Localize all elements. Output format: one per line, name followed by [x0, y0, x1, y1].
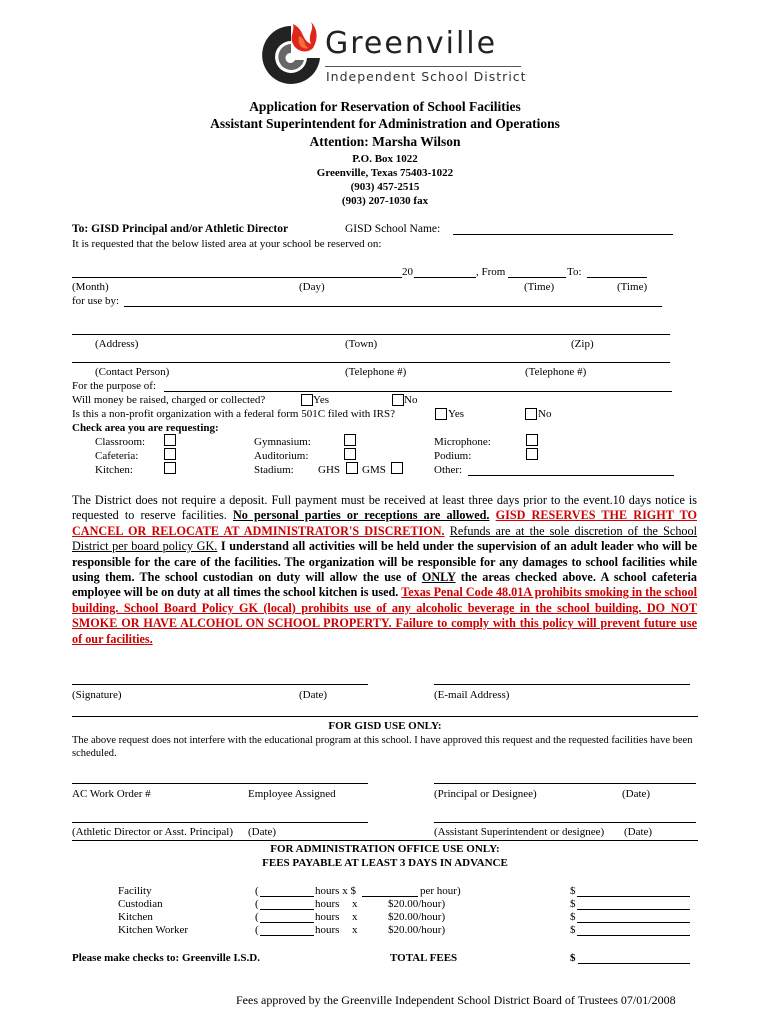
nonprofit-no-label: No	[538, 408, 552, 420]
fee-total-facility-dollar: $	[570, 885, 576, 897]
for-use-by-field[interactable]	[124, 306, 662, 307]
year-field[interactable]	[414, 277, 476, 278]
fee-total-kitchen-dollar: $	[570, 911, 576, 923]
auditorium-label: Auditorium:	[254, 450, 309, 462]
fee-paren-1: (	[255, 885, 259, 897]
other-label: Other:	[434, 464, 463, 476]
contact-label: (Contact Person)	[95, 366, 170, 378]
nonprofit-question: Is this a non-profit organization with a federal form 501C filed with IRS?	[72, 408, 396, 420]
fee-kitchen-worker-rate: $20.00/hour)	[388, 924, 446, 936]
fee-kitchen-worker-hours: hours	[315, 924, 340, 936]
notice-intro: The District does not require a deposit. Full payment must be received at least three days prior to the event.10 days notice is requested to reserve facilities.	[72, 493, 697, 523]
auditorium-checkbox[interactable]	[344, 448, 356, 460]
microphone-checkbox[interactable]	[526, 434, 538, 446]
total-fees-label: TOTAL FEES	[390, 952, 458, 964]
asst-superintendent-label: (Assistant Superintendent or designee)	[434, 826, 605, 838]
fee-row-facility-label: Facility	[118, 885, 152, 897]
notice-smoking-alcohol: Texas Penal Code 48.01A prohibits smoking in the school building. School Board Policy GK (local) prohibits use of any alcoholic beverage in the school building. DO NOT SMOKE OR HAVE ALCOHOL ON SCHOOL PROPERTY. Failure to comply with this policy will prevent future use of our facilities.	[72, 585, 697, 646]
gymnasium-label: Gymnasium:	[254, 436, 311, 448]
fee-kitchen-worker-x: x	[352, 924, 358, 936]
asst-superintendent-date-label: (Date)	[624, 826, 653, 838]
fee-total-custodian-dollar: $	[570, 898, 576, 910]
fees-payable-heading: FEES PAYABLE AT LEAST 3 DAYS IN ADVANCE	[262, 857, 508, 869]
ac-work-order-field[interactable]	[72, 783, 368, 784]
town-label: (Town)	[345, 338, 378, 350]
athletic-director-label: (Athletic Director or Asst. Principal)	[72, 826, 233, 838]
purpose-label: For the purpose of:	[72, 380, 157, 392]
classroom-label: Classroom:	[95, 436, 146, 448]
money-no-checkbox[interactable]	[392, 394, 404, 406]
fee-row-kitchen-worker-label: Kitchen Worker	[118, 924, 189, 936]
form-title: Application for Reservation of School Facilities	[249, 99, 521, 114]
custodian-hours-field[interactable]	[260, 909, 314, 910]
notice-supervision: I understand all activities will be held under the supervision of an adult leader who will be responsible for the care of the facilities. The organization will be responsible for any damages to school facilities while using them. The school custodian on duty will allow the use of	[72, 539, 698, 585]
checks-payable-note: Please make checks to: Greenville I.S.D.	[72, 952, 260, 964]
fee-custodian-x: x	[352, 898, 358, 910]
podium-label: Podium:	[434, 450, 472, 462]
gisd-use-heading: FOR GISD USE ONLY:	[328, 720, 442, 732]
employee-assigned-label: Employee Assigned	[248, 788, 336, 800]
other-field[interactable]	[468, 475, 674, 476]
notice-refunds: Refunds are at the sole discretion of the School District per board policy GK.	[72, 523, 697, 554]
kitchen-checkbox[interactable]	[164, 462, 176, 474]
check-area-label: Check area you are requesting:	[72, 422, 219, 434]
district-logo-icon	[255, 20, 327, 90]
school-name-field[interactable]	[453, 234, 673, 235]
fee-kitchen-hours: hours	[315, 911, 340, 923]
total-fees-dollar: $	[570, 952, 576, 964]
from-label: , From	[476, 266, 506, 278]
principal-label: (Principal or Designee)	[434, 788, 537, 800]
classroom-checkbox[interactable]	[164, 434, 176, 446]
fee-paren-4: (	[255, 924, 259, 936]
logo-rule	[325, 66, 521, 67]
facility-rate-field[interactable]	[362, 896, 418, 897]
fax-number: (903) 207-1030 fax	[341, 195, 429, 207]
fee-custodian-hours: hours	[315, 898, 340, 910]
money-yes-label: Yes	[313, 394, 330, 406]
gms-label: GMS	[362, 464, 386, 476]
notice-no-parties: No personal parties or receptions are allowed.	[232, 508, 490, 523]
time-label-from: (Time)	[524, 281, 555, 293]
ghs-checkbox[interactable]	[346, 462, 358, 474]
cafeteria-checkbox[interactable]	[164, 448, 176, 460]
notice-cancel-rights: GISD RESERVES THE RIGHT TO CANCEL OR RELOCATE AT ADMINISTRATOR'S DISCRETION.	[72, 508, 697, 538]
microphone-label: Microphone:	[434, 436, 491, 448]
admin-use-heading: FOR ADMINISTRATION OFFICE USE ONLY:	[270, 843, 500, 855]
athletic-date-label: (Date)	[248, 826, 277, 838]
school-name-label: GISD School Name:	[345, 223, 441, 235]
nonprofit-no-checkbox[interactable]	[525, 408, 537, 420]
telephone-label-1: (Telephone #)	[345, 366, 407, 378]
kitchen-hours-field[interactable]	[260, 922, 314, 923]
phone-number: (903) 457-2515	[350, 181, 420, 193]
ghs-label: GHS	[318, 464, 341, 476]
signature-field[interactable]	[72, 684, 368, 685]
address-city: Greenville, Texas 75403-1022	[316, 167, 454, 179]
fee-kitchen-rate: $20.00/hour)	[388, 911, 446, 923]
day-label: (Day)	[299, 281, 325, 293]
cafeteria-label: Cafeteria:	[95, 450, 139, 462]
athletic-director-field[interactable]	[72, 822, 368, 823]
admin-section-divider	[72, 840, 698, 841]
fee-facility-rate: per hour)	[420, 885, 461, 897]
fee-paren-2: (	[255, 898, 259, 910]
nonprofit-yes-label: Yes	[448, 408, 465, 420]
fee-row-custodian-label: Custodian	[118, 898, 163, 910]
time-label-to: (Time)	[617, 281, 648, 293]
principal-field[interactable]	[434, 783, 696, 784]
money-question: Will money be raised, charged or collected?	[72, 394, 266, 406]
year-prefix: 20	[402, 266, 413, 278]
signature-label: (Signature)	[72, 689, 122, 701]
fee-facility-hours: hours x $	[315, 885, 356, 897]
principal-date-label: (Date)	[622, 788, 651, 800]
logo-name: Greenville	[325, 26, 498, 61]
fee-total-kitchen-worker-field[interactable]	[577, 935, 690, 936]
kitchen-worker-hours-field[interactable]	[260, 935, 314, 936]
gisd-use-statement: The above request does not interfere with the educational program at this school. I have approved this request and the requested facilities have been scheduled.	[72, 735, 693, 759]
address-pobox: P.O. Box 1022	[352, 153, 418, 165]
stadium-label: Stadium:	[254, 464, 294, 476]
fee-total-custodian-field[interactable]	[577, 909, 690, 910]
money-yes-checkbox[interactable]	[301, 394, 313, 406]
kitchen-label: Kitchen:	[95, 464, 133, 476]
form-attention: Attention: Marsha Wilson	[309, 134, 461, 149]
total-fees-field[interactable]	[578, 963, 690, 964]
form-subtitle: Assistant Superintendent for Administration and Operations	[210, 116, 560, 131]
contact-field[interactable]	[72, 362, 670, 363]
to-time-label: To:	[567, 266, 582, 278]
fee-custodian-rate: $20.00/hour)	[388, 898, 446, 910]
requested-text: It is requested that the below listed area at your school be reserved on:	[72, 238, 382, 250]
address-label: (Address)	[95, 338, 139, 350]
facility-hours-field[interactable]	[260, 896, 314, 897]
zip-label: (Zip)	[571, 338, 594, 350]
gisd-section-divider	[72, 716, 698, 717]
fee-kitchen-x: x	[352, 911, 358, 923]
signature-date-label: (Date)	[299, 689, 328, 701]
podium-checkbox[interactable]	[526, 448, 538, 460]
nonprofit-yes-checkbox[interactable]	[435, 408, 447, 420]
notice-only: ONLY	[421, 570, 456, 585]
gms-checkbox[interactable]	[391, 462, 403, 474]
logo-subtitle: Independent School District	[326, 69, 527, 84]
fee-total-kitchen-field[interactable]	[577, 922, 690, 923]
purpose-field[interactable]	[164, 391, 672, 392]
policy-notice	[72, 493, 697, 647]
date-field[interactable]	[72, 277, 402, 278]
ac-work-order-label: AC Work Order #	[72, 788, 151, 800]
to-time-field[interactable]	[587, 277, 647, 278]
fee-total-kitchen-worker-dollar: $	[570, 924, 576, 936]
money-no-label: No	[404, 394, 418, 406]
for-use-by-label: for use by:	[72, 295, 120, 307]
district-logo	[255, 20, 525, 90]
asst-superintendent-field[interactable]	[434, 822, 696, 823]
fee-total-facility-field[interactable]	[577, 896, 690, 897]
to-label: To: GISD Principal and/or Athletic Director	[72, 223, 289, 235]
footer-approval: Fees approved by the Greenville Independent School District Board of Trustees 07/01/2008	[236, 993, 676, 1007]
email-label: (E-mail Address)	[434, 689, 510, 701]
fee-row-kitchen-label: Kitchen	[118, 911, 153, 923]
notice-areas-checked: the areas checked above. A school cafeteria employee will be on duty at all times the school kitchen is used.	[72, 570, 697, 600]
month-label: (Month)	[72, 281, 109, 293]
email-field[interactable]	[434, 684, 690, 685]
telephone-label-2: (Telephone #)	[525, 366, 587, 378]
address-field[interactable]	[72, 334, 670, 335]
fee-paren-3: (	[255, 911, 259, 923]
from-time-field[interactable]	[508, 277, 566, 278]
gymnasium-checkbox[interactable]	[344, 434, 356, 446]
